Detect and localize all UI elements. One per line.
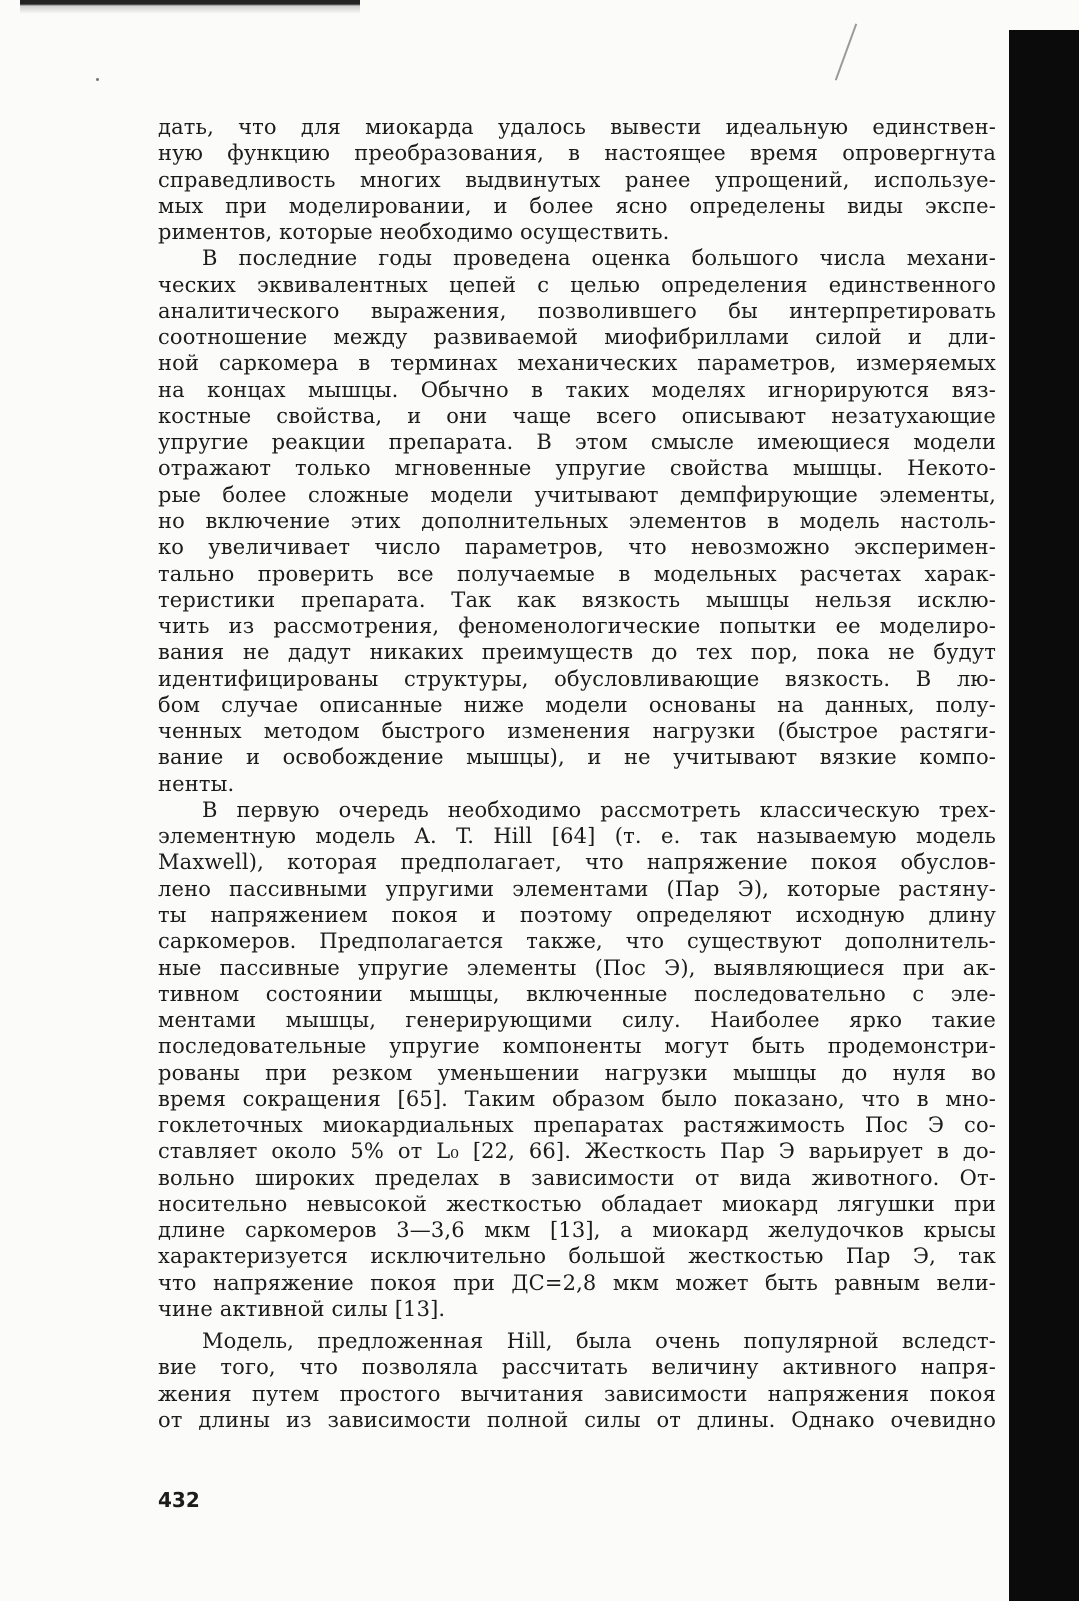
text-line: что напряжение покоя при ДС=2,8 мкм может быть равным вели-: [158, 1270, 996, 1295]
text-line: ставляет около 5% от L₀ [22, 66]. Жесткость Пар Э варьирует в до-: [158, 1139, 996, 1164]
body-text: [158, 114, 996, 1554]
page-number: 432: [158, 1488, 200, 1512]
text-line: дать, что для миокарда удалось вывести идеальную единствен-: [158, 115, 996, 139]
text-line: но включение этих дополнительных элементов в модель настоль-: [158, 508, 996, 533]
text-line: костные свойства, и они чаще всего описывают незатухающие: [158, 403, 996, 428]
scan-right-edge-shadow: [1009, 30, 1079, 1601]
text-line: лено пассивными упругими элементами (Пар Э), которые растяну-: [158, 876, 996, 901]
text-line: чить из рассмотрения, феноменологические попытки ее моделиро-: [158, 614, 996, 639]
text-line: от длины из зависимости полной силы от длины. Однако очевидно: [158, 1408, 996, 1433]
text-line: теристики препарата. Так как вязкость мышцы нельзя исклю-: [158, 587, 996, 612]
text-line: риментов, которые необходимо осуществить.: [158, 220, 670, 245]
text-line: отражают только мгновенные упругие свойства мышцы. Некото-: [158, 456, 996, 481]
text-line: время сокращения [65]. Таким образом было показано, что в мно-: [158, 1086, 996, 1111]
text-line: бом случае описанные ниже модели основаны на данных, полу-: [158, 692, 996, 717]
text-line: В последние годы проведена оценка большого числа механи-: [202, 246, 996, 271]
text-line: тально проверить все получаемые в модельных расчетах харак-: [158, 561, 996, 586]
scan-top-rule: [20, 0, 360, 14]
text-line: тивном состоянии мышцы, включенные последовательно с эле-: [158, 981, 996, 1006]
text-line: ко увеличивает число параметров, что невозможно эксперимен-: [158, 535, 996, 560]
text-line: рые более сложные модели учитывают демпфирующие элементы,: [158, 482, 996, 507]
text-line: чине активной силы [13].: [158, 1296, 446, 1321]
text-line: мых при моделировании, и более ясно определены виды экспе-: [158, 193, 996, 218]
text-line: Модель, предложенная Hill, была очень популярной вследст-: [202, 1329, 996, 1354]
text-line: вольно широких пределах в зависимости от вида животного. От-: [158, 1165, 996, 1190]
text-line: элементную модель A. T. Hill [64] (т. е. так называемую модель: [158, 824, 996, 849]
text-line: ненты.: [158, 771, 235, 796]
text-line: вания не дадут никаких преимуществ до тех пор, пока не будут: [158, 640, 996, 665]
text-line: ческих эквивалентных цепей с целью определения единственного: [158, 272, 996, 297]
text-line: ную функцию преобразования, в настоящее время опровергнута: [158, 141, 996, 166]
text-line: ченных методом быстрого изменения нагрузки (быстрое растяги-: [158, 719, 996, 744]
text-line: жения путем простого вычитания зависимости напряжения покоя: [158, 1381, 996, 1406]
text-line: идентифицированы структуры, обусловливающие вязкость. В лю-: [158, 666, 996, 691]
text-line: рованы при резком уменьшении нагрузки мышцы до нуля во: [158, 1060, 996, 1085]
text-line: вание и освобождение мышцы), и не учитывают вязкие компо-: [158, 745, 996, 770]
text-line: последовательные упругие компоненты могут быть продемонстри-: [158, 1034, 996, 1059]
scan-stray-mark: [835, 23, 857, 80]
text-line: длине саркомеров 3—3,6 мкм [13], а миокард желудочков крысы: [158, 1218, 996, 1243]
text-line: ты напряжением покоя и поэтому определяют исходную длину: [158, 902, 996, 927]
text-line: саркомеров. Предполагается также, что существуют дополнитель-: [158, 929, 996, 954]
text-line: В первую очередь необходимо рассмотреть классическую трех-: [202, 797, 996, 822]
text-line: ные пассивные упругие элементы (Пос Э), выявляющиеся при ак-: [158, 955, 996, 980]
text-line: ментами мышцы, генерирующими силу. Наиболее ярко такие: [158, 1008, 996, 1033]
text-line: справедливость многих выдвинутых ранее упрощений, используе-: [158, 167, 996, 192]
text-line: характеризуется исключительно большой жесткостью Пар Э, так: [158, 1244, 996, 1269]
text-line: носительно невысокой жесткостью обладает миокард лягушки при: [158, 1191, 996, 1216]
text-line: Maxwell), которая предполагает, что напряжение покоя обуслов-: [158, 850, 996, 875]
text-line: вие того, что позволяла рассчитать величину активного напря-: [158, 1355, 996, 1380]
text-line: ной саркомера в терминах механических параметров, измеряемых: [158, 351, 996, 376]
text-line: на концах мышцы. Обычно в таких моделях игнорируются вяз-: [158, 377, 996, 402]
text-line: соотношение между развиваемой миофибриллами силой и дли-: [158, 325, 996, 350]
text-line: аналитического выражения, позволившего бы интерпретировать: [158, 298, 996, 323]
text-line: гоклеточных миокардиальных препаратах растяжимость Пос Э со-: [158, 1113, 996, 1138]
text-line: упругие реакции препарата. В этом смысле имеющиеся модели: [158, 430, 996, 455]
scan-dot-mark: [96, 78, 99, 81]
